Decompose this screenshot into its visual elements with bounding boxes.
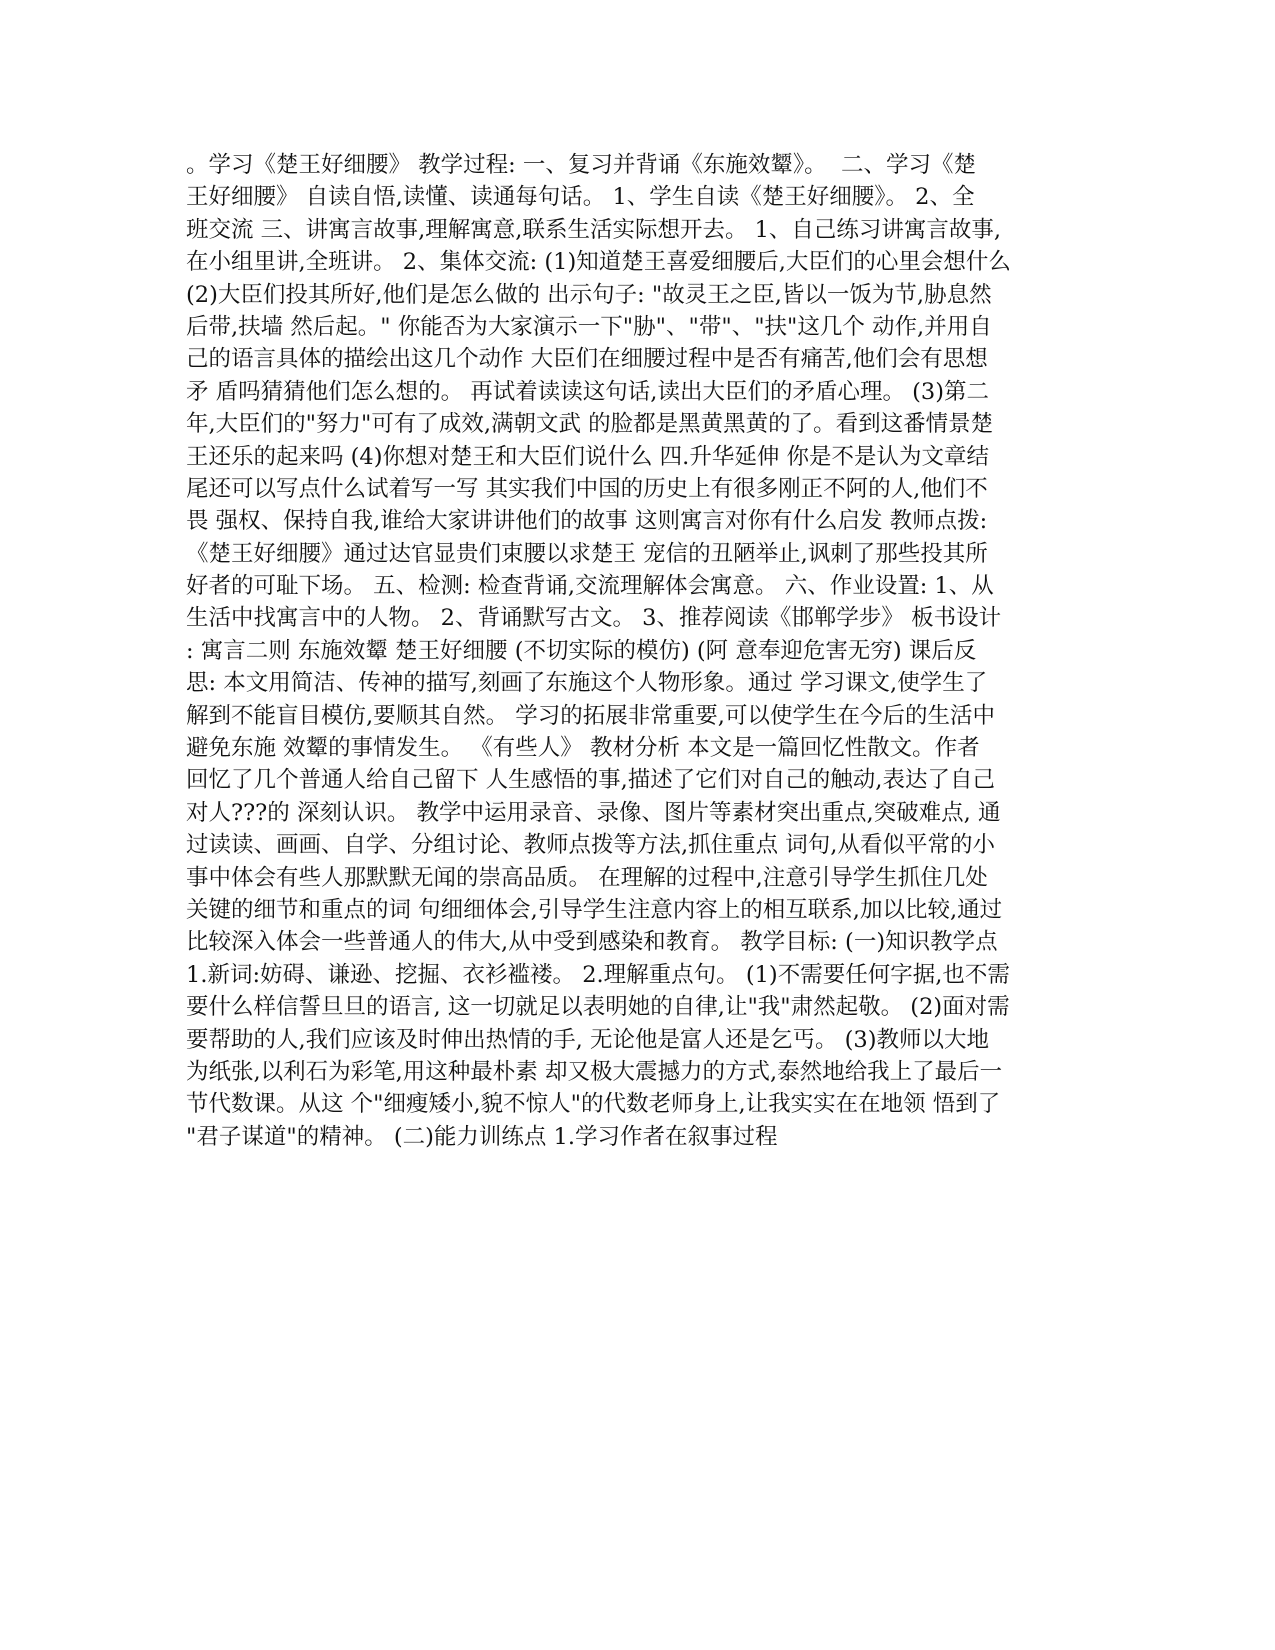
- text-line: 《楚王好细腰》通过达官显贵们束腰以求楚王 宠信的丑陋举止,讽刺了那些投其所: [186, 540, 988, 567]
- text-line: (2)大臣们投其所好,他们是怎么做的 出示句子: "故灵王之臣,皆以一饭为节,胁息然: [186, 281, 992, 308]
- text-line: 回忆了几个普通人给自己留下 人生感悟的事,描述了它们对自己的触动,表达了自己: [186, 767, 995, 794]
- text-line: 为纸张,以利石为彩笔,用这种最朴素 却又极大震撼力的方式,泰然地给我上了最后一: [186, 1058, 1003, 1085]
- text-line: 在小组里讲,全班讲。 2、集体交流: (1)知道楚王喜爱细腰后,大臣们的心里会想什么: [186, 249, 1011, 276]
- text-line: 事中体会有些人那默默无闻的崇高品质。 在理解的过程中,注意引导学生抓住几处: [186, 864, 988, 891]
- text-line: "君子谋道"的精神。 (二)能力训练点 1.学习作者在叙事过程: [186, 1123, 778, 1150]
- text-line: 年,大臣们的"努力"可有了成效,满朝文武 的脸都是黑黄黑黄的了。看到这番情景楚: [186, 411, 994, 438]
- text-line: 过读读、画画、自学、分组讨论、教师点拨等方法,抓住重点 词句,从看似平常的小: [186, 832, 995, 859]
- text-line: 后带,扶墙 然后起。" 你能否为大家演示一下"胁"、"带"、"扶"这几个 动作,并用自: [186, 313, 992, 340]
- text-line: 避免东施 效颦的事情发生。 《有些人》 教材分析 本文是一篇回忆性散文。作者: [186, 735, 980, 762]
- text-line: 畏 强权、保持自我,谁给大家讲讲他们的故事 这则寓言对你有什么启发 教师点拨:: [186, 508, 988, 535]
- text-line: 节代数课。从这 个"细瘦矮小,貌不惊人"的代数老师身上,让我实实在在地领 悟到了: [186, 1091, 1001, 1118]
- text-line: 解到不能盲目模仿,要顺其自然。 学习的拓展非常重要,可以使学生在今后的生活中: [186, 702, 995, 729]
- text-line: 要帮助的人,我们应该及时伸出热情的手, 无论他是富人还是乞丐。 (3)教师以大地: [186, 1026, 989, 1053]
- text-line: 生活中找寓言中的人物。 2、背诵默写古文。 3、推荐阅读《邯郸学步》 板书设计: [186, 605, 1002, 632]
- text-line: : 寓言二则 东施效颦 楚王好细腰 (不切实际的模仿) (阿 意奉迎危害无穷) 课后反: [186, 637, 977, 664]
- text-line: 己的语言具体的描绘出这几个动作 大臣们在细腰过程中是否有痛苦,他们会有思想: [186, 346, 988, 373]
- text-line: 1.新词:妨碍、谦逊、挖掘、衣衫褴褛。 2.理解重点句。 (1)不需要任何字据,也不需: [186, 961, 1010, 988]
- text-line: 王好细腰》 自读自悟,读懂、读通每句话。 1、学生自读《楚王好细腰》。 2、全: [186, 184, 975, 211]
- text-line: 要什么样信誓旦旦的语言, 这一切就足以表明她的自律,让"我"肃然起敬。 (2)面对需: [186, 994, 1010, 1021]
- text-line: 比较深入体会一些普通人的伟大,从中受到感染和教育。 教学目标: (一)知识教学点: [186, 929, 998, 956]
- text-line: 。学习《楚王好细腰》 教学过程: 一、复习并背诵《东施效颦》。 二、学习《楚: [186, 152, 976, 178]
- text-line: 王还乐的起来吗 (4)你想对楚王和大臣们说什么 四.升华延伸 你是不是认为文章结: [186, 443, 989, 470]
- body-text: [186, 149, 1106, 1153]
- text-line: 班交流 三、讲寓言故事,理解寓意,联系生活实际想开去。 1、自己练习讲寓言故事,: [186, 216, 1002, 243]
- text-line: 关键的细节和重点的词 句细细体会,引导学生注意内容上的相互联系,加以比较,通过: [186, 896, 1003, 923]
- text-line: 好者的可耻下场。 五、检测: 检查背诵,交流理解体会寓意。 六、作业设置: 1、从: [186, 573, 994, 600]
- text-line: 思: 本文用简洁、传神的描写,刻画了东施这个人物形象。通过 学习课文,使学生了: [186, 670, 988, 697]
- text-line: 尾还可以写点什么试着写一写 其实我们中国的历史上有很多刚正不阿的人,他们不: [186, 475, 988, 502]
- text-line: 对人???的 深刻认识。 教学中运用录音、录像、图片等素材突出重点,突破难点, 通: [186, 799, 1001, 826]
- text-line: 矛 盾吗猜猜他们怎么想的。 再试着读读这句话,读出大臣们的矛盾心理。 (3)第二: [186, 378, 989, 405]
